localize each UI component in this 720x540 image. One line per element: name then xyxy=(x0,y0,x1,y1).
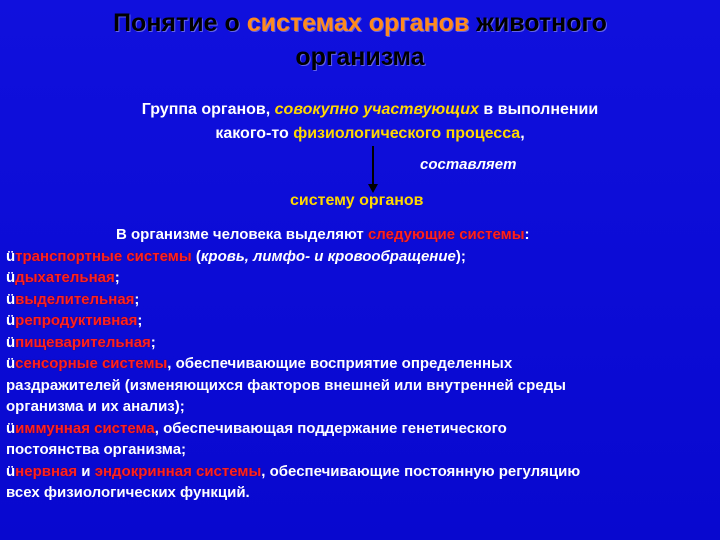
item-text: ; xyxy=(114,269,120,286)
list-item xyxy=(6,353,706,375)
intro-colon: : xyxy=(524,226,530,243)
check-icon: ü xyxy=(6,290,16,308)
list-item xyxy=(6,310,706,332)
title-part-3: животного xyxy=(469,9,607,37)
def-accent: физиологического процесса xyxy=(293,125,521,142)
item-text: и xyxy=(77,462,95,480)
item-term: выделительная xyxy=(15,290,135,308)
list-item xyxy=(6,332,706,354)
item-text: ; xyxy=(137,312,143,329)
list-item-continuation: постоянства организма; xyxy=(6,441,187,458)
check-icon: ü xyxy=(6,269,16,286)
item-term: пищеварительная xyxy=(15,333,151,351)
item-text: , обеспечивающая поддержание генетического xyxy=(154,419,507,437)
systems-list xyxy=(6,224,706,504)
def-part-6: , xyxy=(520,125,525,142)
check-icon: ü xyxy=(6,312,16,329)
list-item xyxy=(6,461,706,483)
item-text: , обеспечивающие постоянную регуляцию xyxy=(261,462,581,480)
def-part-3: в выполнении xyxy=(478,101,599,118)
def-part-1: Группа органов, xyxy=(141,101,275,118)
list-item-continuation: раздражителей (изменяющихся факторов внешней или внутренней среды xyxy=(6,376,566,394)
def-part-4: какого-то xyxy=(215,125,294,142)
item-term: репродуктивная xyxy=(15,312,138,329)
list-item-continuation: всех физиологических функций. xyxy=(6,484,250,501)
slide-title xyxy=(40,6,680,74)
list-item xyxy=(6,246,706,268)
item-term: сенсорные системы xyxy=(15,355,168,372)
list-item-continuation: организма и их анализ); xyxy=(6,398,185,415)
verb-label: составляет xyxy=(420,156,517,173)
down-arrow-icon xyxy=(368,146,378,192)
item-text: ); xyxy=(455,247,466,265)
list-item xyxy=(6,289,706,311)
title-line-2: организма xyxy=(295,43,425,71)
check-icon: ü xyxy=(6,462,16,480)
item-text: ( xyxy=(191,247,201,265)
system-label: систему органов xyxy=(290,192,424,209)
item-term: эндокринная системы xyxy=(94,462,262,480)
intro-text: В организме человека выделяют xyxy=(116,226,368,243)
item-term: дыхательная xyxy=(15,269,115,286)
list-intro xyxy=(6,224,706,246)
list-item xyxy=(6,418,706,440)
check-icon: ü xyxy=(6,333,16,351)
item-italic: кровь, лимфо- и кровообращение xyxy=(200,247,456,265)
item-term: транспортные системы xyxy=(15,247,192,265)
item-term: нервная xyxy=(15,462,78,480)
item-text: ; xyxy=(150,333,156,351)
intro-highlight: следующие системы xyxy=(367,226,525,243)
def-italic: совокупно участвующих xyxy=(274,101,479,118)
list-item xyxy=(6,267,706,289)
definition-text xyxy=(60,98,680,146)
check-icon: ü xyxy=(6,419,16,437)
item-text: , обеспечивающие восприятие определенных xyxy=(167,355,513,372)
item-text: ; xyxy=(134,290,140,308)
title-highlight: системах органов xyxy=(246,9,470,37)
check-icon: ü xyxy=(6,355,16,372)
item-term: иммунная система xyxy=(15,419,155,437)
title-part-1: Понятие о xyxy=(113,9,247,37)
check-icon: ü xyxy=(6,247,16,265)
